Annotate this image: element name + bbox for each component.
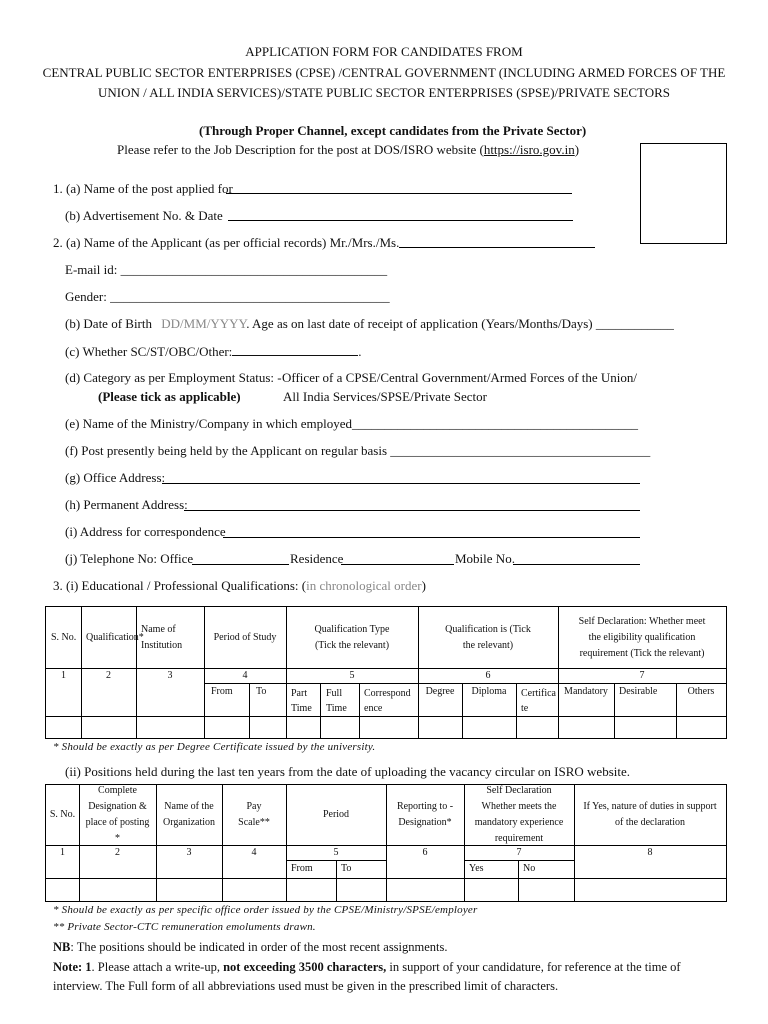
p-col-num: 7 [516, 846, 522, 858]
p-header-designation: Complete Designation & place of posting * [85, 785, 150, 844]
q-header-self-declaration: Self Declaration: Whether meet the eligibility qualification requirement (Tick the relevant) [578, 615, 706, 659]
category-dot: . [358, 344, 362, 359]
q-col-num: 2 [106, 669, 111, 681]
q-header-period: Period of Study [213, 631, 277, 643]
telephone-office-label: (j) Telephone No: Office [65, 551, 194, 566]
correspondence-field[interactable] [223, 537, 640, 538]
q-header-institution: Name of Institution [141, 623, 183, 651]
residence-label: Residence [290, 551, 344, 566]
p-col-num: 3 [186, 846, 192, 858]
p-header-pay-scale: Pay Scale** [238, 801, 270, 828]
p-col-num: 4 [251, 846, 257, 858]
q-sub-certificate: Certificate [521, 688, 556, 714]
refer-text: Please refer to the Job Description for the post at DOS/ISRO website ( [117, 142, 484, 157]
tick-applicable-note: (Please tick as applicable) [98, 389, 241, 404]
channel-note: (Through Proper Channel, except candidates from the Private Sector) [199, 123, 587, 138]
p-sub-yes[interactable]: Yes [469, 863, 484, 874]
q-sub-desirable[interactable]: Desirable [619, 685, 658, 697]
email-field[interactable]: E-mail id: _________________________________________ [65, 262, 388, 277]
applicant-name-label: 2. (a) Name of the Applicant (as per official records) Mr./Mrs./Ms. [53, 235, 400, 250]
form-title-line2: CENTRAL PUBLIC SECTOR ENTERPRISES (CPSE) /CENTRAL GOVERNMENT (INCLUDING ARMED FORCES OF THE [42, 65, 726, 80]
qualifications-footnote: * Should be exactly as per Degree Certificate issued by the university. [53, 741, 376, 753]
p-sub-no[interactable]: No [523, 863, 536, 874]
q-col-num: 5 [349, 669, 355, 681]
residence-field[interactable] [341, 564, 454, 565]
mobile-field[interactable] [513, 564, 640, 565]
p-col-num: 2 [115, 846, 120, 858]
q-header-qual-is: Qualification is (Tick the relevant) [445, 623, 531, 651]
correspondence-label: (i) Address for correspondence [65, 524, 226, 539]
q-empty-row[interactable] [46, 717, 726, 738]
positions-table [45, 784, 727, 902]
qualifications-title-grey: in chronological order [306, 578, 422, 593]
nb-line [53, 938, 448, 957]
category-label: (c) Whether SC/ST/OBC/Other: [65, 344, 233, 359]
q-col-num: 3 [167, 669, 173, 681]
q-col-num: 1 [61, 669, 66, 681]
note-label: Note: 1 [53, 960, 92, 974]
q-sub-full-time: Full Time [326, 688, 347, 714]
q-sub-from: From [211, 685, 233, 697]
q-sub-correspondence: Correspondence [364, 688, 411, 714]
positions-footnote-1: * Should be exactly as per specific office order issued by the CPSE/Ministry/SPSE/employer [53, 904, 478, 916]
employment-option-cpse[interactable]: Officer of a CPSE/Central Government/Armed Forces of the Union/ [282, 370, 638, 385]
q-sub-to: To [256, 685, 267, 697]
refer-close: ) [574, 142, 580, 157]
p-header-self-declaration: Self Declaration Whether meets the mandatory experience requirement [474, 785, 564, 844]
form-title-line1: APPLICATION FORM FOR CANDIDATES FROM [245, 44, 523, 59]
q-sub-others[interactable]: Others [687, 685, 715, 697]
note-1 [53, 958, 721, 977]
permanent-address-field[interactable] [184, 510, 640, 511]
employment-option-ais[interactable]: All India Services/SPSE/Private Sector [283, 389, 488, 404]
p-header-reporting: Reporting to - Designation* [396, 801, 454, 828]
p-sub-to: To [341, 863, 352, 874]
form-title-line3: UNION / ALL INDIA SERVICES)/STATE PUBLIC SECTOR ENTERPRISES (SPSE)/PRIVATE SECTORS [97, 85, 671, 100]
telephone-office-field[interactable] [192, 564, 289, 565]
p-col-num: 1 [60, 846, 65, 858]
q-col-num: 7 [639, 669, 645, 681]
p-header-period: Period [322, 809, 350, 820]
note-1-line-2: interview. The Full form of all abbreviations used must be given in the prescribed limit of characters. [53, 979, 559, 993]
q-header-qual-type: Qualification Type (Tick the relevant) [314, 623, 390, 651]
positions-footnote-2: ** Private Sector-CTC remuneration emoluments drawn. [53, 921, 316, 933]
q-header-qualification: Qualification* [86, 631, 144, 643]
nb-text: : The positions should be indicated in order of the most recent assignments. [70, 940, 448, 954]
gender-field[interactable]: Gender: ___________________________________________ [65, 289, 390, 304]
dob-line [65, 316, 674, 332]
ministry-field[interactable]: (e) Name of the Ministry/Company in which employed____________________________________________ [65, 416, 639, 431]
q-col-num: 4 [242, 669, 248, 681]
permanent-address-label: (h) Permanent Address: [65, 497, 188, 512]
post-held-field[interactable]: (f) Post presently being held by the Applicant on regular basis ________________________________________ [65, 443, 651, 458]
category-line [65, 343, 362, 360]
photo-box [640, 143, 727, 244]
office-address-label: (g) Office Address: [65, 470, 166, 485]
mobile-label: Mobile No. [455, 551, 515, 566]
p-col-num: 8 [647, 846, 653, 858]
p-col-num: 5 [333, 846, 339, 858]
qualifications-title-text: 3. (i) Educational / Professional Qualifications: ( [53, 578, 307, 593]
post-applied-label: 1. (a) Name of the post applied for [53, 181, 233, 196]
note-text-1: . Please attach a write-up, [91, 960, 224, 974]
age-label: . Age as on last date of receipt of application (Years/Months/Days) ____________ [246, 316, 674, 331]
isro-link[interactable]: https://isro.gov.in [483, 142, 575, 157]
advertisement-label: (b) Advertisement No. & Date [65, 208, 223, 223]
q-sub-mandatory[interactable]: Mandatory [564, 685, 608, 697]
applicant-name-field[interactable] [399, 247, 595, 248]
employment-label: (d) Category as per Employment Status: - [65, 370, 282, 385]
nb-label: NB [53, 940, 71, 954]
qualifications-title [53, 578, 426, 594]
p-empty-row[interactable] [46, 879, 726, 901]
q-sub-diploma: Diploma [471, 685, 507, 697]
p-header-organization: Name of the Organization [162, 801, 216, 828]
note-text-2: in support of your candidature, for reference at the time of [386, 960, 681, 974]
refer-line [117, 142, 579, 158]
p-col-num: 6 [422, 846, 428, 858]
q-sub-degree: Degree [425, 685, 455, 697]
q-sub-part-time: Part Time [291, 688, 312, 714]
qualifications-title-end: ) [421, 578, 426, 593]
qualifications-table [45, 606, 727, 739]
dob-label: (b) Date of Birth [65, 316, 153, 331]
q-col-num: 6 [485, 669, 491, 681]
positions-title: (ii) Positions held during the last ten years from the date of uploading the vacancy circular on ISRO website. [65, 764, 630, 779]
office-address-field[interactable] [162, 483, 640, 484]
p-header-sno: S. No. [49, 809, 76, 820]
dob-input[interactable]: DD/MM/YYYY [161, 316, 247, 331]
p-sub-from: From [291, 863, 313, 874]
q-header-sno: S. No. [51, 631, 77, 643]
category-field[interactable] [232, 343, 358, 356]
p-header-duties: If Yes, nature of duties in support of the declaration [583, 801, 717, 828]
note-bold: not exceeding 3500 characters, [223, 960, 387, 974]
post-applied-field[interactable] [226, 193, 572, 194]
advertisement-field[interactable] [228, 220, 573, 221]
